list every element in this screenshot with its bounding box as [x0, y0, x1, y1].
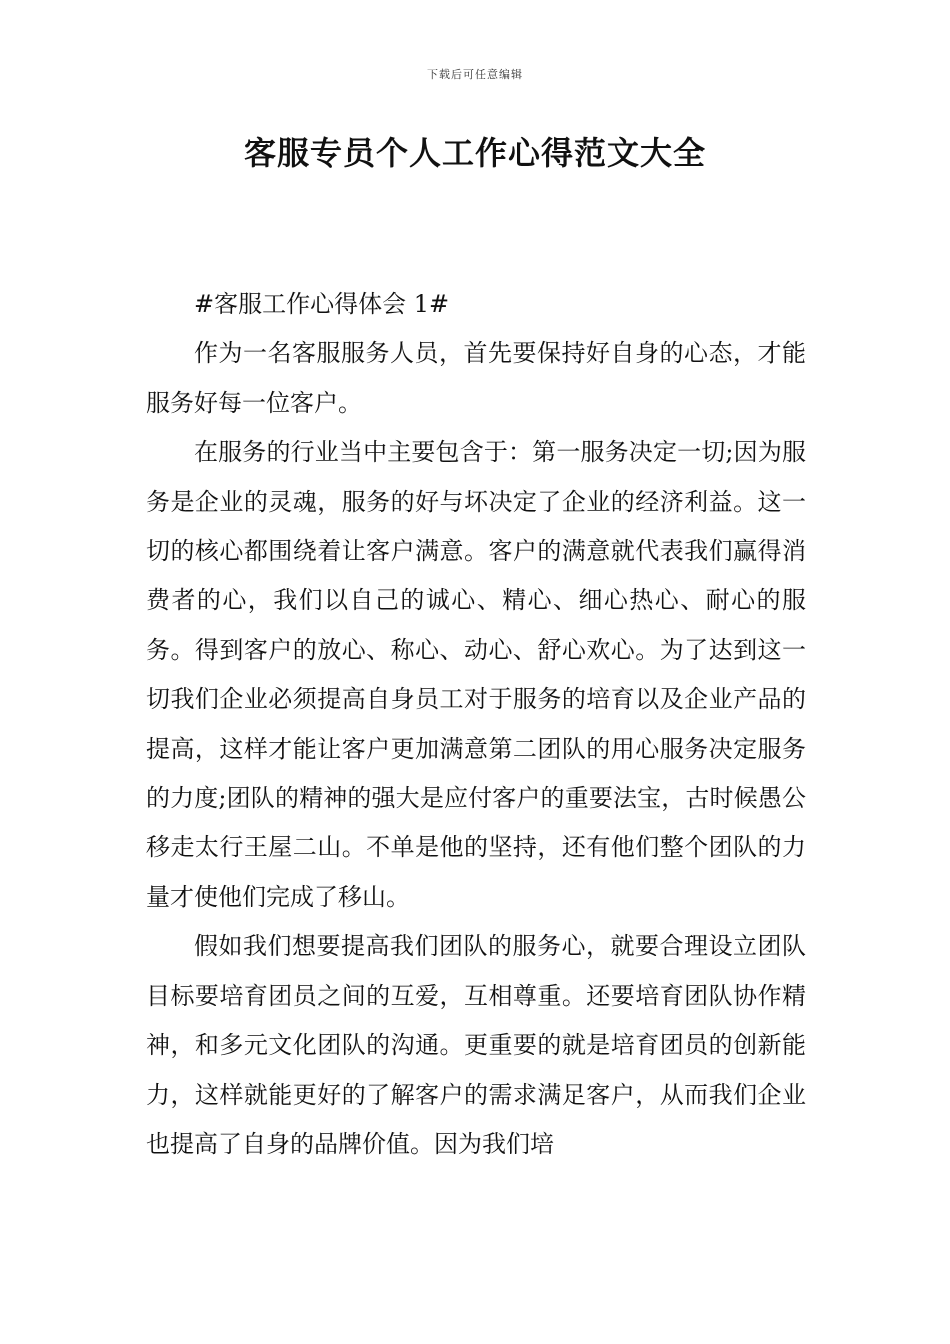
document-body — [146, 280, 806, 1169]
paragraph-2: 在服务的行业当中主要包含于：第一服务决定一切;因为服务是企业的灵魂，服务的好与坏决定了企业的经济利益。这一切的核心都围绕着让客户满意。客户的满意就代表我们赢得消费者的心，我们以自己的诚心、精心、细心热心、耐心的服务。得到客户的放心、称心、动心、舒心欢心。为了达到这一切我们企业必须提高自身员工对于服务的培育以及企业产品的提高，这样才能让客户更加满意第二团队的用心服务决定服务的力度;团队的精神的强大是应付客户的重要法宝，古时候愚公移走太行王屋二山。不单是他的坚持，还有他们整个团队的力量才使他们完成了移山。 — [146, 438, 806, 911]
paragraph-1: 作为一名客服服务人员，首先要保持好自身的心态，才能服务好每一位客户。 — [146, 339, 806, 417]
section-heading: #客服工作心得体会 1# — [194, 290, 450, 318]
paragraph-3: 假如我们想要提高我们团队的服务心，就要合理设立团队目标要培育团员之间的互爱，互相尊重。还要培育团队协作精神，和多元文化团队的沟通。更重要的就是培育团员的创新能力，这样就能更好的了解客户的需求满足客户，从而我们企业也提高了自身的品牌价值。因为我们培 — [146, 932, 806, 1158]
header-note: 下载后可任意编辑 — [427, 68, 523, 81]
document-title: 客服专员个人工作心得范文大全 — [243, 134, 706, 172]
